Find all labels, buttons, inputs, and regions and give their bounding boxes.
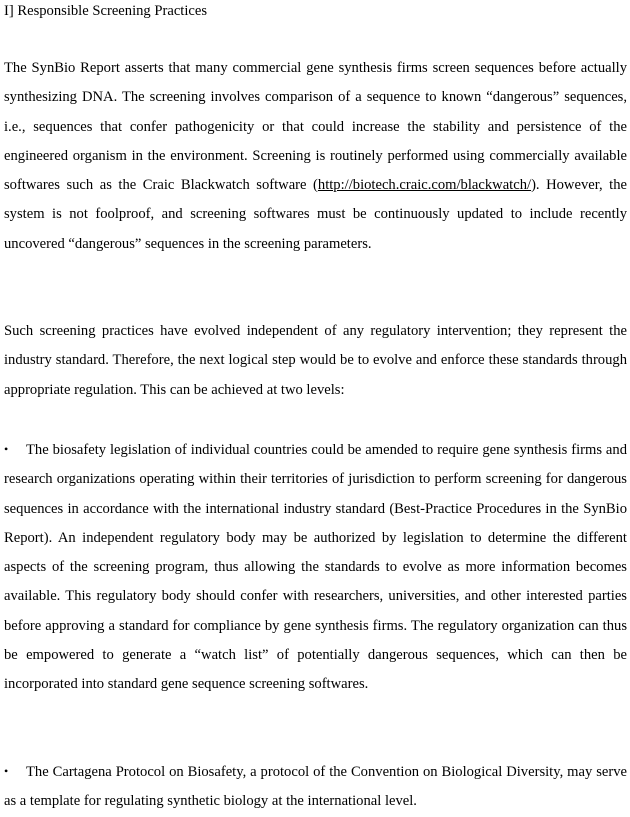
bullet-icon: • <box>4 442 9 456</box>
bullet-item <box>4 435 627 700</box>
blackwatch-link[interactable]: http://biotech.craic.com/blackwatch/ <box>317 177 532 194</box>
bullet-item <box>4 757 627 817</box>
bullet-text: The Cartagena Protocol on Biosafety, a protocol of the Convention on Biological Diversity, may serve as a template for regulating synthetic biology at the international level. <box>4 764 627 810</box>
section-heading: I] Responsible Screening Practices <box>4 3 208 19</box>
bullet-text: The biosafety legislation of individual countries could be amended to require gene synthesis firms and research organizations operating within their territories of jurisdiction to perform screening for dangerous sequences in accordance with the international industry standard (Best-Practice Procedures in the SynBio Report). An independent regulatory body may be authorized by legislation to determine the different aspects of the screening program, thus allowing the standards to evolve as more information becomes available. This regulatory body should confer with researchers, universities, and other interested parties before approving a standard for compliance by gene synthesis firms. The regulatory organization can thus be empowered to generate a “watch list” of potentially dangerous sequences, which can then be incorporated into standard gene sequence screening softwares. <box>4 442 627 693</box>
paragraph-industry-standard: Such screening practices have evolved independent of any regulatory intervention; they represent the industry standard. Therefore, the next logical step would be to evolve and enforce these standards through appropriate regulation. This can be achieved at two levels: <box>4 323 627 398</box>
paragraph-text: ). However, the system is not foolproof, and screening softwares must be continuously updated to include recently uncovered “dangerous” sequences in the screening parameters. <box>4 177 627 252</box>
paragraph-text: The SynBio Report asserts that many commercial gene synthesis firms screen sequences before actually synthesizing DNA. The screening involves comparison of a sequence to known “dangerous” sequences, i.e., sequences that confer pathogenicity or that could increase the stability and persistence of the engineered organism in the environment. Screening is routinely performed using commercially available softwares such as the Craic Blackwatch software ( <box>4 60 627 194</box>
paragraph-screening-overview <box>4 54 627 259</box>
bullet-icon: • <box>4 764 9 778</box>
